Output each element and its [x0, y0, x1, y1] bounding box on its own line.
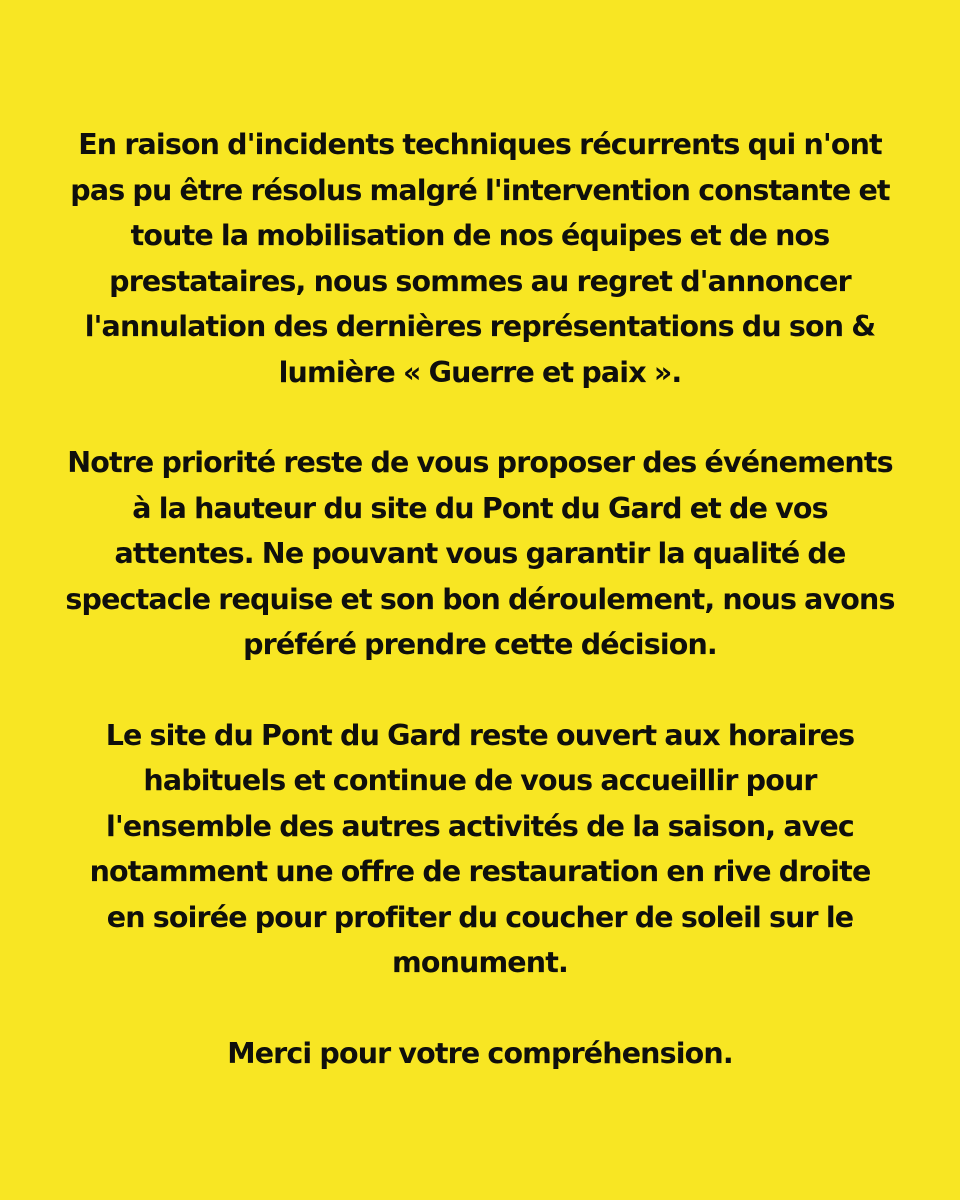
text-line: toute la mobilisation de nos équipes et de nos — [130, 219, 830, 252]
text-line: en soirée pour profiter du coucher de soleil sur le — [106, 900, 854, 934]
text-line: pas pu être résolus malgré l'intervention constante et — [70, 173, 890, 207]
text-line: attentes. Ne pouvant vous garantir la qualité de — [114, 537, 846, 570]
text-line: Notre priorité reste de vous proposer des événements — [67, 446, 893, 479]
text-line: à la hauteur du site du Pont du Gard et de vos — [132, 491, 828, 525]
text-line: l'annulation des dernières représentations du son & — [84, 310, 876, 343]
paragraph-priority — [30, 440, 930, 668]
text-line: Merci pour votre compréhension. — [227, 1036, 733, 1070]
text-line: spectacle requise et son bon déroulement, nous avons — [65, 582, 895, 616]
text-line: prestataires, nous sommes au regret d'annoncer — [109, 264, 851, 298]
text-line: notamment une offre de restauration en rive droite — [89, 855, 871, 888]
text-line: habituels et continue de vous accueillir pour — [143, 764, 817, 797]
paragraph-site-open — [30, 713, 930, 986]
text-line: En raison d'incidents techniques récurrents qui n'ont — [78, 128, 882, 161]
paragraph-thanks — [30, 1031, 930, 1077]
text-line: Le site du Pont du Gard reste ouvert aux horaires — [105, 718, 855, 752]
cancellation-notice — [30, 122, 930, 1121]
text-line: lumière « Guerre et paix ». — [278, 355, 682, 389]
paragraph-cancellation — [30, 122, 930, 395]
text-line: préféré prendre cette décision. — [243, 628, 717, 661]
text-line: monument. — [392, 946, 568, 979]
text-line: l'ensemble des autres activités de la saison, avec — [106, 809, 854, 843]
